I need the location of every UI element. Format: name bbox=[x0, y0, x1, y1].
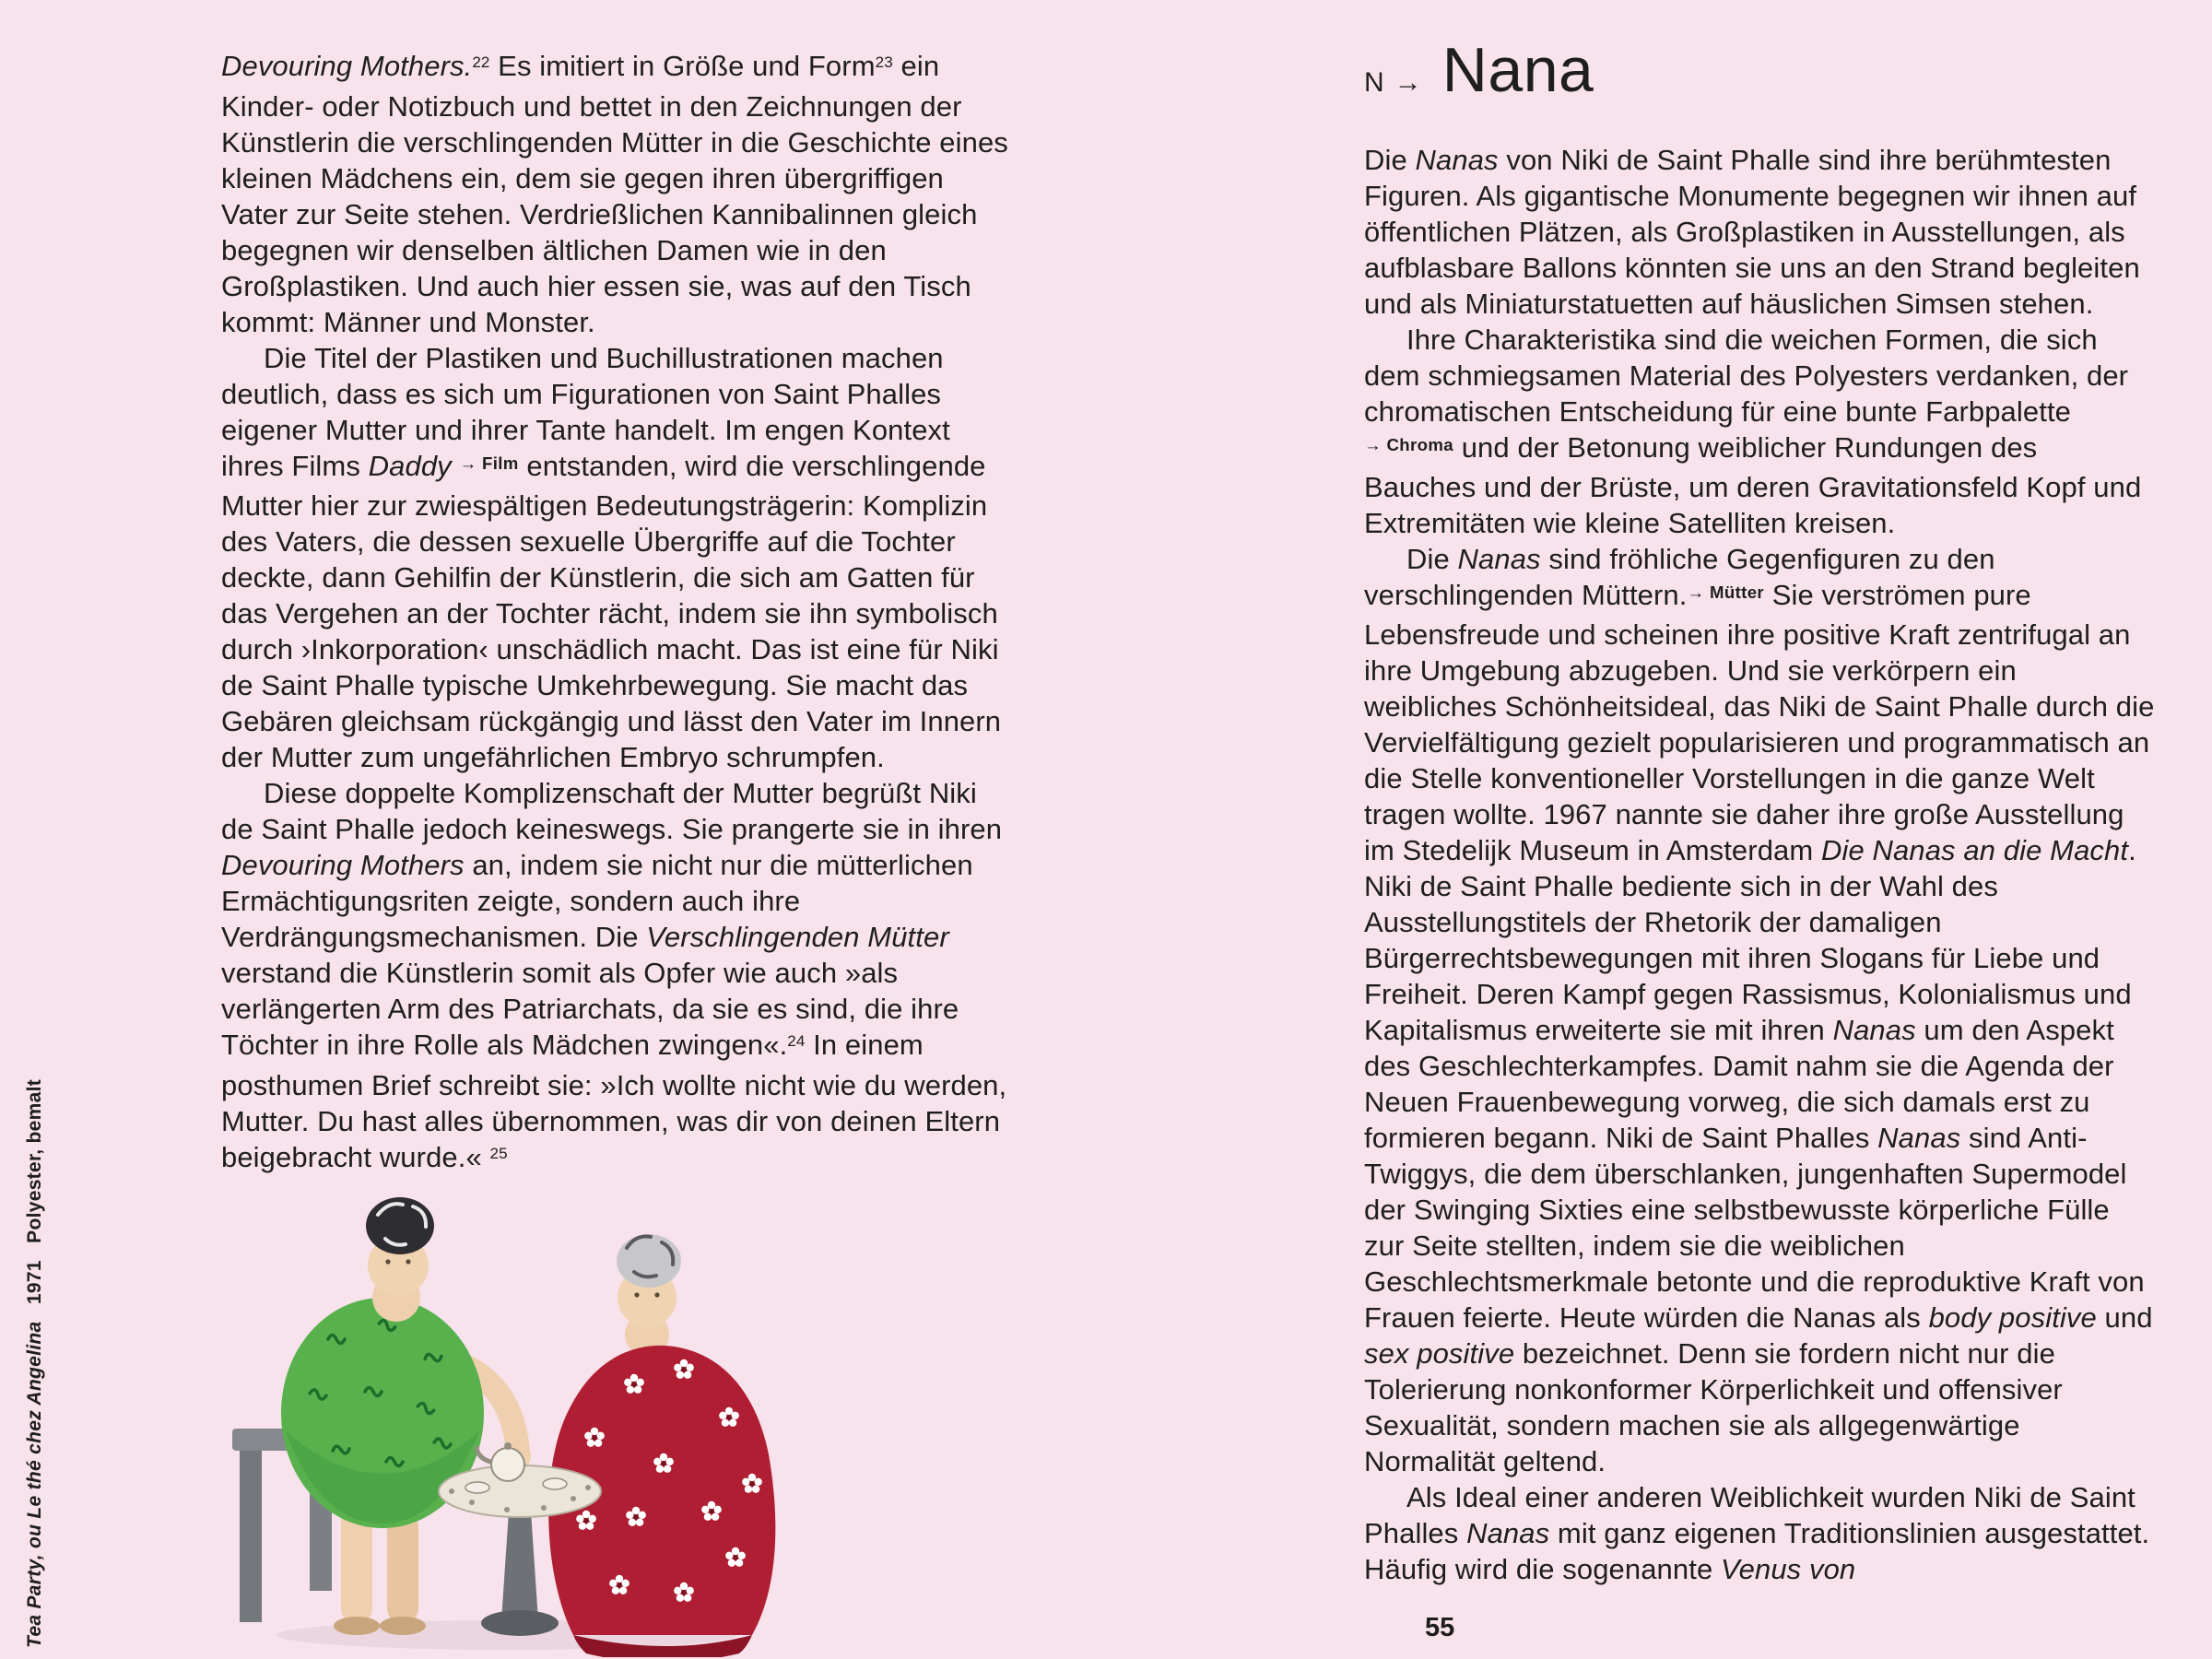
text-segment: und bbox=[2096, 1301, 2153, 1334]
text-segment: Nanas bbox=[1457, 543, 1541, 575]
text-segment: Die Titel der Plastiken und Buchillustrationen machen deutlich, dass es sich um Figurationen von Saint Phalles eigener Mutter und ihrer Tante handelt. Im engen Kontext ihres Films bbox=[221, 342, 950, 482]
artwork-caption bbox=[24, 1079, 46, 1648]
page-number: 55 bbox=[1425, 1613, 1455, 1642]
text-segment: an, indem sie nicht nur die mütterlichen Ermächtigungsriten zeigte, sondern auch ihre Verdrängungsmechanismen. Die bbox=[221, 849, 973, 953]
text-segment: Venus von bbox=[1721, 1553, 1856, 1585]
text-segment: Nanas bbox=[1832, 1014, 1916, 1046]
text-segment: Sie verströmen pure Lebensfreude und scheinen ihre positive Kraft zentrifugal an ihre Umgebung abzugeben. Und sie verkörpern ein weibliches Schönheitsideal, das Niki de Saint Phalle durch die Vervielfältigung gezielt popularisieren und programmatisch an die Stelle konventioneller Vorstellungen in die ganze Welt tragen wollte. 1967 nannte sie daher ihre große Ausstellung im Stedelijk Museum in Amsterdam bbox=[1364, 579, 2155, 866]
text-segment: → Mütter bbox=[1687, 582, 1765, 602]
section-heading bbox=[1364, 35, 2157, 105]
text-segment: 24 bbox=[787, 1032, 806, 1051]
text-segment: 23 bbox=[875, 53, 893, 72]
text-segment: Die bbox=[1406, 543, 1458, 575]
right-page-text bbox=[1364, 35, 2157, 1587]
text-segment: Die Nanas an die Macht bbox=[1821, 834, 2129, 866]
page-title: Nana bbox=[1441, 35, 1594, 105]
text-segment: In einem posthumen Brief schreibt sie: »Ich wollte nicht wie du werden, Mutter. Du hast alles übernommen, was dir von deinen Eltern beigebracht wurde.« bbox=[221, 1029, 1007, 1173]
text-segment: 1971 Polyester, bemalt bbox=[24, 1078, 45, 1322]
text-segment: und der Betonung weiblicher Rundungen des Bauches und der Brüste, um deren Gravitationsfeld Kopf und Extremitäten wie kleine Satelliten kreisen. bbox=[1364, 431, 2142, 539]
arrow-right-icon: → bbox=[1394, 67, 1422, 98]
text-segment: Nanas bbox=[1877, 1122, 1961, 1154]
left-page-text bbox=[221, 48, 1009, 1180]
text-segment: body positive bbox=[1928, 1301, 2097, 1334]
text-segment: Devouring Mothers. bbox=[221, 50, 473, 82]
text-segment: entstanden, wird die verschlingende Mutter hier zur zwiespältigen Bedeutungsträgerin: Komplizin des Vaters, die dessen sexuelle Übergriffe auf die Tochter deckte, dann Gehilfin der Künstlerin, die sich am Gatten für das Vergehen an der Tochter rächt, indem sie ihn symbolisch durch ›Inkorporation‹ unschädlich macht. Das ist eine für Niki de Saint Phalle typische Umkehrbewegung. Sie macht das Gebären gleichsam rückgängig und lässt den Vater im Innern der Mutter zum ungefährlichen Embryo schrumpfen. bbox=[221, 450, 1002, 773]
text-segment: 25 bbox=[489, 1145, 508, 1163]
text-segment: → Chroma bbox=[1364, 434, 1453, 454]
text-segment: von Niki de Saint Phalle sind ihre berühmtesten Figuren. Als gigantische Monumente begegnen wir ihnen auf öffentlichen Plätzen, als Großplastiken in Ausstellungen, als aufblasbare Ballons könnten sie uns an den Strand begleiten und als Miniaturstatuetten auf häuslichen Simsen stehen. bbox=[1364, 144, 2140, 320]
text-segment: Es imitiert in Größe und Form bbox=[489, 50, 876, 82]
text-segment: Ihre Charakteristika sind die weichen Formen, die sich dem schmiegsamen Material des Polyesters verdanken, der chromatischen Entscheidung für eine bunte Farbpalette bbox=[1364, 324, 2129, 428]
text-segment: 22 bbox=[472, 53, 490, 72]
right-nana-figure bbox=[547, 1234, 775, 1657]
text-segment: sind fröhliche Gegenfiguren zu den verschlingenden Müttern. bbox=[1364, 543, 1995, 611]
paragraph bbox=[221, 340, 1009, 775]
text-segment: Die bbox=[1364, 144, 1416, 176]
text-segment: Als Ideal einer anderen Weiblichkeit wurden Niki de Saint Phalles bbox=[1364, 1481, 2136, 1549]
paragraph bbox=[221, 775, 1009, 1180]
text-segment: Devouring Mothers bbox=[221, 849, 465, 881]
paragraph bbox=[221, 48, 1009, 340]
text-segment: Diese doppelte Komplizenschaft der Mutter begrüßt Niki de Saint Phalle jedoch keineswegs. Sie prangerte sie in ihren bbox=[221, 777, 1003, 845]
text-segment: → Film bbox=[459, 453, 519, 473]
text-segment: bezeichnet. Denn sie fordern nicht nur die Tolerierung nonkonformer Körperlichkeit und offensiver Sexualität, sondern machen sie als allgegenwärtige Normalität geltend. bbox=[1364, 1337, 2063, 1477]
section-letter: N bbox=[1364, 67, 1385, 98]
text-segment: verstand die Künstlerin somit als Opfer wie auch »als verlängerten Arm des Patriarchats, da sie es sind, die ihre Töchter in ihre Rolle als Mädchen zwingen«. bbox=[221, 957, 959, 1061]
paragraph bbox=[1364, 541, 2157, 1479]
text-segment: Daddy bbox=[368, 450, 452, 482]
text-segment: Nanas bbox=[1415, 144, 1499, 176]
text-segment: . Niki de Saint Phalle bediente sich in der Wahl des Ausstellungstitels der Rhetorik der damaligen Bürgerrechtsbewegungen mit ihren Slogans für Liebe und Freiheit. Deren Kampf gegen Rassismus, Kolonialismus und Kapitalismus erweiterte sie mit ihren bbox=[1364, 834, 2136, 1046]
text-segment: Nanas bbox=[1466, 1517, 1550, 1549]
paragraph bbox=[1364, 322, 2157, 541]
paragraph bbox=[1364, 1479, 2157, 1587]
text-segment: sind Anti-Twiggys, die dem überschlanken, jungenhaften Supermodel der Swinging Sixties eine selbstbewusste körperliche Fülle zur Seite stellten, indem sie die weiblichen Geschlechtsmerkmale betonte und die reproduktive Kraft von Frauen feierte. Heute würden die Nanas als bbox=[1364, 1122, 2145, 1334]
text-segment: um den Aspekt des Geschlechterkampfes. Damit nahm sie die Agenda der Neuen Frauenbewegung vorweg, die sich damals erst zu formieren begann. Niki de Saint Phalles bbox=[1364, 1014, 2114, 1154]
text-segment: ein Kinder- oder Notizbuch und bettet in den Zeichnungen der Künstlerin die verschlingenden Mütter in die Geschichte eines kleinen Mädchens ein, dem sie gegen ihren übergriffigen Vater zur Seite stehen. Verdrießlichen Kannibalinnen gleich begegnen wir denselben ältlichen Damen wie in den Großplastiken. Und auch hier essen sie, was auf den Tisch kommt: Männer und Monster. bbox=[221, 50, 1008, 338]
tea-party-sculpture-image bbox=[230, 1159, 797, 1657]
text-segment: mit ganz eigenen Traditionslinien ausgestattet. Häufig wird die sogenannte bbox=[1364, 1517, 2150, 1585]
paragraph bbox=[1364, 142, 2157, 322]
text-segment: Verschlingenden Mütter bbox=[646, 921, 949, 953]
text-segment: Tea Party, ou Le thé chez Angelina bbox=[24, 1321, 45, 1648]
text-segment: sex positive bbox=[1364, 1337, 1515, 1370]
